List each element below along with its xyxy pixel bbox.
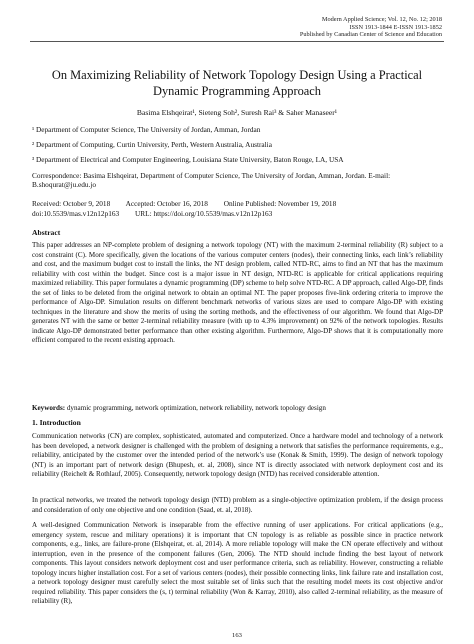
- abstract-heading: Abstract: [32, 228, 61, 237]
- received-date: Received: October 9, 2018: [32, 199, 111, 208]
- affiliation-2: ² Department of Computing, Curtin University, Perth, Western Australia, Australia: [32, 140, 272, 149]
- affiliation-3: ³ Department of Electrical and Computer Engineering, Louisiana State University, Baton Rouge, LA, USA: [32, 155, 344, 164]
- keywords-label: Keywords:: [32, 404, 66, 412]
- doi: doi:10.5539/mas.v12n12p163: [32, 208, 120, 218]
- intro-paragraph-3: A well-designed Communication Network is inseparable from the effective running of user applications. For critical applications (e.g., emergency system, rescue and military operations) it is important that CN topology is as reliable as possible since in practice network components, e.g., links, are failure-prone (Elshqeirat, et. al, 2014). A more reliable topology will make the CN operate effectively and without interruption, even in the presence of the component failures (Gen, 2006). The NTD should include finding the best layout of network components. This layout considers network deployment cost and user performance criteria, such as reliability. However, constructing a reliable topology incurs higher installation cost. For a set of various centers (nodes), their possible connecting links, link failure rate and installation cost, a network topology designer must carefully select the most suitable set of links such that the resulting model meets its cost objective and/or required reliability. This paper considers the (s, t) terminal reliability (Won & Karray, 2010), also called 2-terminal reliability, as the measure of reliability (R),: [32, 521, 443, 606]
- affiliation-1: ¹ Department of Computer Science, The University of Jordan, Amman, Jordan: [32, 125, 261, 134]
- journal-publisher: Published by Canadian Center of Science and Education: [299, 31, 442, 39]
- journal-header: [142, 16, 442, 39]
- author-list: Basima Elshqeirat¹, Sieteng Soh², Suresh Rai³ & Saher Manaseer¹: [136, 108, 338, 117]
- online-date: Online Published: November 19, 2018: [223, 199, 337, 208]
- accepted-date: Accepted: October 16, 2018: [125, 199, 208, 208]
- journal-issn: ISSN 1913-1844 E-ISSN 1913-1852: [349, 23, 442, 31]
- paper-title: On Maximizing Reliability of Network Topology Design Using a Practical Dynamic Programming Approach: [51, 68, 423, 98]
- intro-heading: 1. Introduction: [32, 418, 81, 427]
- doi-url[interactable]: URL: https://doi.org/10.5539/mas.v12n12p163: [135, 208, 273, 218]
- intro-paragraph-2: In practical networks, we treated the network topology design (NTD) problem as a single-objective optimization problem, if the design process and consideration of only one objective and one condition (Saad, et. al, 2018).: [32, 496, 443, 514]
- journal-citation: Modern Applied Science; Vol. 12, No. 12; 2018: [321, 16, 442, 23]
- keywords-text: dynamic programming, network optimization, network reliability, network topology design: [65, 404, 326, 412]
- intro-paragraph-1: Communication networks (CN) are complex, sophisticated, automated and computerized. Once a hardware model and technology of a network has been developed, a network designer is challenged with the problem of designing a network that satisfies the performance requirements, e.g., reliability, anticipated by the customer over the intended period of the network’s use (Konak & Smith, 1999). The design of network topology (NT) is an important part of network design (Bhupesh, et. al, 2008), since NT is directly associated with network deployment cost and its reliability (Reichelt & Rothlauf, 2005). Consequently, network topology design (NTD) has received considerable attention.: [32, 432, 443, 479]
- abstract-text: This paper addresses an NP-complete problem of designing a network topology (NT) with the maximum 2-terminal reliability (R) subject to a cost constraint (C). More specifically, given the locations of the various computer centers (nodes), their connecting links, each link’s reliability and cost, and the maximum budget cost to install the links, the NT design problem, called NTD-RC, aims to find an NT that has the maximum reliability with cost within the budget. Since cost is a major issue in NT design, NTD-RC is applicable for critical applications requiring maximized reliability. This paper formulates a dynamic programming (DP) scheme to help solve NTD-RC. A DP approach, called Algo-DP, finds the set of links to be deleted from the original network to obtain an optimal NT. The paper proposes five-link ordering criteria to improve the performance of Algo-DP. Simulation results on different benchmark networks of various sizes are used to compare Algo-DP with existing techniques in the literature and show the merits of using the sorting methods, and the effectiveness of our algorithm. We found that Algo-DP generates NT with the same or better 2-terminal reliability measure (with up to 4.3% improvement) on 92% of the network topologies. Results indicate Algo-DP demonstrated better performance than other existing algorithm. Furthermore, Algo-DP shows that it is computationally more efficient compared to the recent existing approach.: [32, 241, 443, 345]
- correspondence: Correspondence: Basima Elshqeirat, Department of Computer Science, The University of Jordan, Amman, Jordan. E-mail: B.shoqurat@ju.edu.jo: [32, 171, 391, 190]
- publication-dates: [32, 199, 444, 218]
- header-rule: [30, 41, 444, 42]
- keywords: [32, 404, 444, 413]
- page-number: 163: [232, 632, 242, 639]
